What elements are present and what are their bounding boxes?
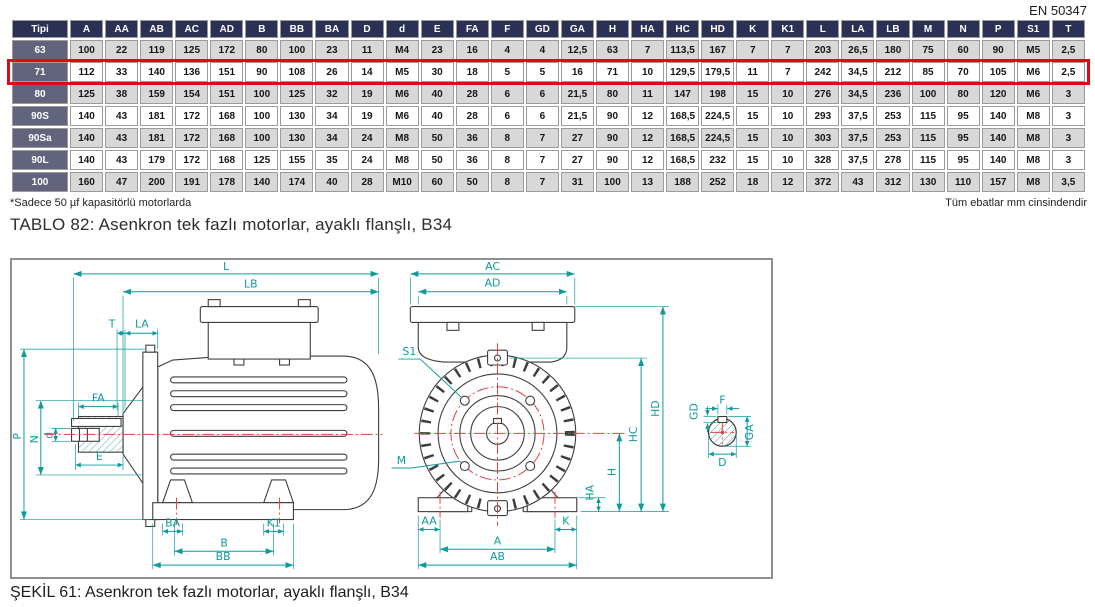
dim-label-N: N — [27, 435, 41, 444]
table-cell: 15 — [736, 150, 769, 170]
table-cell: M8 — [1017, 128, 1050, 148]
dim-label-AD: AD — [484, 276, 501, 290]
table-cell: 90 — [982, 40, 1015, 60]
figure-box — [10, 258, 773, 579]
table-cell: 8 — [491, 172, 524, 192]
table-cell: 40 — [421, 84, 454, 104]
table-cell: 8 — [491, 150, 524, 170]
column-header-d: d — [386, 20, 419, 38]
column-header-FA: FA — [456, 20, 489, 38]
table-cell: 40 — [315, 172, 348, 192]
table-cell: 174 — [280, 172, 313, 192]
table-cell: 8 — [491, 128, 524, 148]
dim-label-L: L — [223, 260, 230, 273]
table-header-row — [12, 20, 1085, 38]
table-cell: 24 — [351, 150, 384, 170]
column-header-M: M — [912, 20, 945, 38]
table-cell: 140 — [70, 106, 103, 126]
table-cell: 125 — [245, 150, 278, 170]
row-label: 80 — [12, 84, 68, 104]
table-cell: 119 — [140, 40, 173, 60]
column-header-S1: S1 — [1017, 20, 1050, 38]
table-cell: 11 — [351, 40, 384, 60]
table-cell: 100 — [245, 128, 278, 148]
dim-label-H: H — [605, 467, 619, 477]
table-cell: 60 — [947, 40, 980, 60]
table-cell: 28 — [456, 106, 489, 126]
table-row-90L — [12, 150, 1085, 170]
table-cell: 22 — [105, 40, 138, 60]
table-cell: 3 — [1052, 106, 1085, 126]
dim-label-BA: BA — [165, 516, 181, 530]
column-header-AA: AA — [105, 20, 138, 38]
table-cell: 95 — [947, 150, 980, 170]
table-cell: 3,5 — [1052, 172, 1085, 192]
table-cell: 160 — [70, 172, 103, 192]
front-view — [392, 260, 669, 569]
table-cell: 34,5 — [841, 62, 874, 82]
table-row-80 — [12, 84, 1085, 104]
dim-label-GA: GA — [743, 424, 757, 441]
table-cell: 140 — [982, 106, 1015, 126]
table-cell: 40 — [421, 106, 454, 126]
table-cell: 130 — [280, 128, 313, 148]
table-cell: 168,5 — [666, 106, 699, 126]
table-cell: M5 — [386, 62, 419, 82]
table-cell: 130 — [912, 172, 945, 192]
table-cell: 293 — [806, 106, 839, 126]
table-cell: 4 — [526, 40, 559, 60]
table-cell: M6 — [386, 84, 419, 104]
table-cell: 105 — [982, 62, 1015, 82]
footnote-capacitor: *Sadece 50 µf kapasitörlü motorlarda — [10, 197, 192, 209]
table-cell: M8 — [1017, 172, 1050, 192]
table-cell: 15 — [736, 84, 769, 104]
technical-drawing — [12, 260, 771, 577]
table-cell: 140 — [140, 62, 173, 82]
column-header-E: E — [421, 20, 454, 38]
column-header-Tipi: Tipi — [12, 20, 68, 38]
table-cell: 191 — [175, 172, 208, 192]
table-cell: 27 — [561, 150, 594, 170]
table-cell: 140 — [245, 172, 278, 192]
table-row-63 — [12, 40, 1085, 60]
table-cell: 28 — [456, 84, 489, 104]
dim-label-AA: AA — [421, 514, 437, 528]
table-cell: 18 — [456, 62, 489, 82]
table-cell: 181 — [140, 128, 173, 148]
column-header-HA: HA — [631, 20, 664, 38]
table-cell: 43 — [105, 128, 138, 148]
table-cell: 312 — [876, 172, 909, 192]
table-cell: 13 — [631, 172, 664, 192]
table-cell: 100 — [245, 106, 278, 126]
table-cell: 19 — [351, 106, 384, 126]
table-cell: 16 — [561, 62, 594, 82]
table-row-71 — [12, 62, 1085, 82]
dim-label-AC: AC — [485, 260, 500, 273]
table-cell: 7 — [631, 40, 664, 60]
row-label: 63 — [12, 40, 68, 60]
table-cell: 19 — [351, 84, 384, 104]
table-cell: 168,5 — [666, 128, 699, 148]
table-cell: 38 — [105, 84, 138, 104]
dim-label-d: d — [42, 431, 56, 439]
table-cell: 172 — [210, 40, 243, 60]
dim-label-AB: AB — [490, 550, 505, 564]
table-cell: 15 — [736, 106, 769, 126]
dimensions-table — [10, 18, 1087, 194]
dim-label-A: A — [493, 534, 502, 548]
table-cell: 14 — [351, 62, 384, 82]
table-cell: 147 — [666, 84, 699, 104]
table-cell: 154 — [175, 84, 208, 104]
table-cell: 80 — [245, 40, 278, 60]
table-cell: 34 — [315, 106, 348, 126]
table-cell: 60 — [421, 172, 454, 192]
table-cell: 113,5 — [666, 40, 699, 60]
table-cell: 110 — [947, 172, 980, 192]
side-view — [12, 260, 383, 569]
table-cell: 50 — [456, 172, 489, 192]
table-cell: 140 — [982, 128, 1015, 148]
table-cell: 129,5 — [666, 62, 699, 82]
table-cell: 130 — [280, 106, 313, 126]
dim-label-E: E — [95, 450, 103, 464]
table-cell: 328 — [806, 150, 839, 170]
table-cell: 140 — [70, 150, 103, 170]
table-cell: 10 — [771, 128, 804, 148]
table-cell: 155 — [280, 150, 313, 170]
dim-label-K: K — [562, 514, 570, 528]
table-cell: 3 — [1052, 150, 1085, 170]
table-cell: 236 — [876, 84, 909, 104]
table-cell: 212 — [876, 62, 909, 82]
table-cell: 253 — [876, 128, 909, 148]
table-cell: 95 — [947, 106, 980, 126]
table-cell: 172 — [175, 106, 208, 126]
table-cell: M6 — [1017, 62, 1050, 82]
table-cell: 5 — [526, 62, 559, 82]
table-cell: 168,5 — [666, 150, 699, 170]
column-header-LA: LA — [841, 20, 874, 38]
table-cell: 75 — [912, 40, 945, 60]
table-cell: 36 — [456, 150, 489, 170]
dim-label-K1: K1 — [266, 516, 281, 530]
dim-label-D: D — [718, 456, 727, 470]
table-cell: 181 — [140, 106, 173, 126]
table-cell: 27 — [561, 128, 594, 148]
table-cell: 7 — [526, 128, 559, 148]
table-cell: 21,5 — [561, 84, 594, 104]
table-cell: 90 — [245, 62, 278, 82]
table-cell: M6 — [1017, 84, 1050, 104]
table-cell: 70 — [947, 62, 980, 82]
table-cell: 232 — [701, 150, 734, 170]
table-cell: 80 — [596, 84, 629, 104]
column-header-HC: HC — [666, 20, 699, 38]
table-cell: 80 — [947, 84, 980, 104]
table-cell: 168 — [210, 128, 243, 148]
table-cell: 7 — [526, 150, 559, 170]
column-header-K1: K1 — [771, 20, 804, 38]
table-cell: 140 — [70, 128, 103, 148]
table-cell: 125 — [175, 40, 208, 60]
table-cell: 6 — [491, 84, 524, 104]
row-label: 71 — [12, 62, 68, 82]
figure-caption: ŞEKİL 61: Asenkron tek fazlı motorlar, ayaklı flanşlı, B34 — [10, 584, 409, 601]
row-label: 90L — [12, 150, 68, 170]
table-cell: 34,5 — [841, 84, 874, 104]
table-cell: 71 — [596, 62, 629, 82]
table-cell: 90 — [596, 128, 629, 148]
table-cell: 151 — [210, 84, 243, 104]
column-header-HD: HD — [701, 20, 734, 38]
table-cell: 108 — [280, 62, 313, 82]
table-cell: 136 — [175, 62, 208, 82]
column-header-BB: BB — [280, 20, 313, 38]
table-cell: 43 — [105, 150, 138, 170]
column-header-T: T — [1052, 20, 1085, 38]
dim-label-P: P — [12, 433, 25, 440]
table-cell: M8 — [386, 128, 419, 148]
table-cell: 50 — [421, 150, 454, 170]
table-cell: 188 — [666, 172, 699, 192]
table-cell: 224,5 — [701, 128, 734, 148]
table-cell: 2,5 — [1052, 40, 1085, 60]
table-cell: 125 — [70, 84, 103, 104]
table-cell: 112 — [70, 62, 103, 82]
table-cell: 10 — [631, 62, 664, 82]
table-cell: 5 — [491, 62, 524, 82]
table-cell: 125 — [280, 84, 313, 104]
table-cell: 203 — [806, 40, 839, 60]
table-cell: 4 — [491, 40, 524, 60]
table-cell: 178 — [210, 172, 243, 192]
column-header-AD: AD — [210, 20, 243, 38]
table-cell: 24 — [351, 128, 384, 148]
table-cell: 100 — [70, 40, 103, 60]
table-cell: 33 — [105, 62, 138, 82]
table-cell: 16 — [456, 40, 489, 60]
table-cell: 36 — [456, 128, 489, 148]
table-cell: 11 — [631, 84, 664, 104]
table-cell: 31 — [561, 172, 594, 192]
table-cell: M10 — [386, 172, 419, 192]
table-cell: 157 — [982, 172, 1015, 192]
column-header-A: A — [70, 20, 103, 38]
table-row-90Sa — [12, 128, 1085, 148]
table-cell: 90 — [596, 106, 629, 126]
dim-label-F: F — [719, 393, 726, 407]
dim-label-GD: GD — [687, 403, 701, 420]
table-cell: 115 — [912, 150, 945, 170]
table-cell: 18 — [736, 172, 769, 192]
table-cell: 10 — [771, 84, 804, 104]
table-cell: 23 — [315, 40, 348, 60]
dim-label-LA: LA — [134, 317, 149, 331]
table-cell: 253 — [876, 106, 909, 126]
table-cell: 43 — [105, 106, 138, 126]
dim-label-HA: HA — [583, 484, 597, 501]
table-cell: 28 — [351, 172, 384, 192]
table-cell: 10 — [771, 150, 804, 170]
table-cell: 6 — [491, 106, 524, 126]
row-label: 100 — [12, 172, 68, 192]
table-cell: 100 — [245, 84, 278, 104]
table-cell: 198 — [701, 84, 734, 104]
table-cell: 85 — [912, 62, 945, 82]
table-cell: 10 — [771, 106, 804, 126]
table-body — [12, 40, 1085, 192]
dim-label-FA: FA — [91, 391, 105, 405]
table-cell: 30 — [421, 62, 454, 82]
table-cell: 140 — [982, 150, 1015, 170]
table-cell: 34 — [315, 128, 348, 148]
table-cell: 180 — [876, 40, 909, 60]
table-cell: 7 — [736, 40, 769, 60]
table-cell: 179,5 — [701, 62, 734, 82]
row-label: 90Sa — [12, 128, 68, 148]
table-cell: 168 — [210, 106, 243, 126]
table-cell: 115 — [912, 128, 945, 148]
table-cell: 63 — [596, 40, 629, 60]
table-cell: M6 — [386, 106, 419, 126]
table-cell: 7 — [771, 62, 804, 82]
table-cell: 100 — [280, 40, 313, 60]
table-cell: 47 — [105, 172, 138, 192]
table-cell: 224,5 — [701, 106, 734, 126]
column-header-N: N — [947, 20, 980, 38]
table-cell: 200 — [140, 172, 173, 192]
table-cell: 167 — [701, 40, 734, 60]
column-header-L: L — [806, 20, 839, 38]
column-header-B: B — [245, 20, 278, 38]
column-header-GD: GD — [526, 20, 559, 38]
table-cell: 32 — [315, 84, 348, 104]
table-cell: 35 — [315, 150, 348, 170]
dim-label-B: B — [220, 536, 228, 550]
table-cell: 159 — [140, 84, 173, 104]
standard-reference: EN 50347 — [1029, 3, 1087, 18]
table-cell: 372 — [806, 172, 839, 192]
table-cell: 95 — [947, 128, 980, 148]
table-cell: 6 — [526, 106, 559, 126]
column-header-GA: GA — [561, 20, 594, 38]
table-row-100 — [12, 172, 1085, 192]
table-cell: 12 — [631, 150, 664, 170]
dimensions-table-container — [10, 18, 1087, 194]
column-header-H: H — [596, 20, 629, 38]
column-header-LB: LB — [876, 20, 909, 38]
table-cell: 12 — [631, 128, 664, 148]
table-cell: M8 — [386, 150, 419, 170]
table-cell: 12,5 — [561, 40, 594, 60]
table-cell: M8 — [1017, 106, 1050, 126]
dim-label-BB: BB — [215, 550, 231, 564]
table-cell: 100 — [596, 172, 629, 192]
table-cell: 26 — [315, 62, 348, 82]
table-cell: 90 — [596, 150, 629, 170]
table-cell: 37,5 — [841, 106, 874, 126]
footnote-units: Tüm ebatlar mm cinsindendir — [945, 197, 1087, 209]
table-cell: 6 — [526, 84, 559, 104]
column-header-BA: BA — [315, 20, 348, 38]
table-cell: M8 — [1017, 150, 1050, 170]
table-cell: 7 — [526, 172, 559, 192]
table-cell: 252 — [701, 172, 734, 192]
table-cell: 50 — [421, 128, 454, 148]
table-cell: 37,5 — [841, 150, 874, 170]
dim-label-LB: LB — [244, 277, 258, 291]
column-header-F: F — [491, 20, 524, 38]
table-cell: 23 — [421, 40, 454, 60]
table-cell: 21,5 — [561, 106, 594, 126]
table-cell: M4 — [386, 40, 419, 60]
column-header-K: K — [736, 20, 769, 38]
table-cell: 12 — [631, 106, 664, 126]
table-cell: 3 — [1052, 128, 1085, 148]
dim-label-T: T — [108, 317, 116, 331]
column-header-AB: AB — [140, 20, 173, 38]
dim-label-M: M — [396, 454, 407, 468]
dim-label-HC: HC — [627, 426, 641, 443]
column-header-P: P — [982, 20, 1015, 38]
table-cell: 2,5 — [1052, 62, 1085, 82]
table-cell: 15 — [736, 128, 769, 148]
table-cell: 172 — [175, 128, 208, 148]
column-header-D: D — [351, 20, 384, 38]
table-cell: 26,5 — [841, 40, 874, 60]
table-cell: 3 — [1052, 84, 1085, 104]
table-cell: 278 — [876, 150, 909, 170]
table-cell: 11 — [736, 62, 769, 82]
column-header-AC: AC — [175, 20, 208, 38]
dim-label-HD: HD — [648, 400, 662, 417]
table-cell: 120 — [982, 84, 1015, 104]
table-cell: 276 — [806, 84, 839, 104]
table-cell: 100 — [912, 84, 945, 104]
row-label: 90S — [12, 106, 68, 126]
table-cell: M5 — [1017, 40, 1050, 60]
table-cell: 242 — [806, 62, 839, 82]
table-title: TABLO 82: Asenkron tek fazlı motorlar, ayaklı flanşlı, B34 — [10, 215, 453, 234]
table-row-90S — [12, 106, 1085, 126]
table-cell: 168 — [210, 150, 243, 170]
shaft-section-detail — [688, 394, 756, 469]
table-cell: 37,5 — [841, 128, 874, 148]
table-cell: 179 — [140, 150, 173, 170]
table-cell: 172 — [175, 150, 208, 170]
table-cell: 7 — [771, 40, 804, 60]
table-cell: 151 — [210, 62, 243, 82]
table-cell: 43 — [841, 172, 874, 192]
table-cell: 12 — [771, 172, 804, 192]
table-cell: 115 — [912, 106, 945, 126]
table-cell: 303 — [806, 128, 839, 148]
dim-label-S1: S1 — [402, 345, 417, 359]
